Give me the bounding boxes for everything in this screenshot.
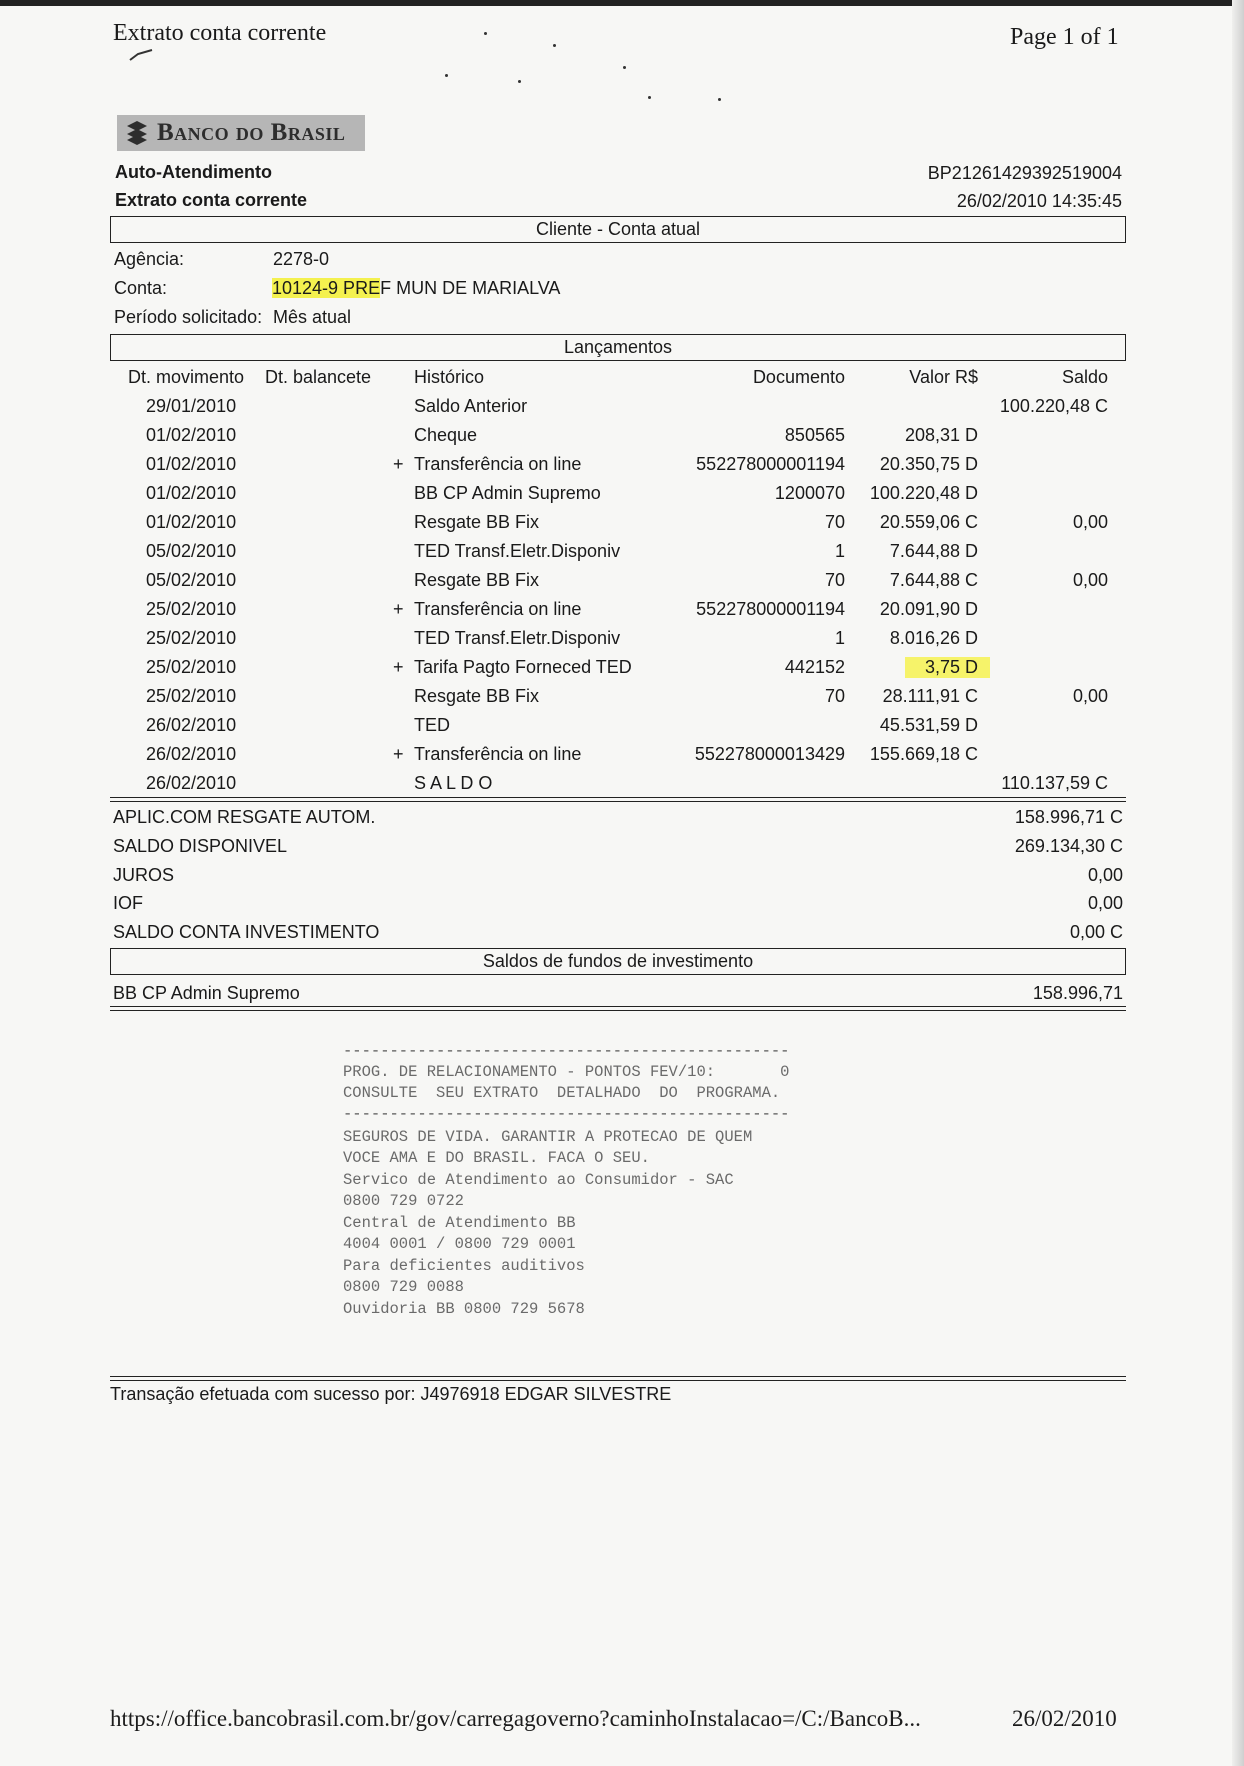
message-dashes: ------------------------------------------------ — [343, 1042, 790, 1060]
cell-dt: 26/02/2010 — [146, 773, 237, 793]
summary-row — [113, 893, 1123, 921]
cell-historico: Transferência on line — [414, 599, 582, 619]
funds-value: 158.996,71 — [1032, 983, 1123, 1003]
transaction-divider — [110, 1376, 1126, 1381]
pen-mark-icon — [128, 48, 154, 62]
info-line: SEGUROS DE VIDA. GARANTIR A PROTECAO DE QUEM — [343, 1128, 753, 1146]
info-line: Para deficientes auditivos — [343, 1257, 585, 1275]
timestamp: 26/02/2010 14:35:45 — [956, 191, 1122, 211]
cell-valor: 155.669,18 C — [869, 744, 978, 764]
cell-valor-highlighted: 3,75 D — [905, 657, 990, 678]
summary-label: APLIC.COM RESGATE AUTOM. — [113, 807, 376, 827]
conta-holder: F MUN DE MARIALVA — [380, 278, 561, 298]
cell-valor: 100.220,48 D — [869, 483, 978, 503]
cell-historico: TED Transf.Eletr.Disponiv — [414, 628, 621, 648]
info-line: Central de Atendimento BB — [343, 1214, 576, 1232]
cell-historico: BB CP Admin Supremo — [414, 483, 601, 503]
cell-plus: + — [393, 657, 404, 677]
cell-plus: + — [393, 454, 404, 474]
scan-edge — [0, 0, 1244, 6]
summary-value: 158.996,71 C — [1014, 807, 1123, 827]
cell-saldo: 100.220,48 C — [999, 396, 1108, 416]
cell-saldo: 0,00 — [1072, 570, 1108, 590]
reference-code: BP21261429392519004 — [927, 163, 1122, 183]
cell-valor: 28.111,91 C — [882, 686, 978, 706]
table-row — [0, 541, 1244, 569]
cell-historico: S A L D O — [414, 773, 493, 793]
cell-historico: Saldo Anterior — [414, 396, 528, 416]
cell-dt: 01/02/2010 — [146, 483, 237, 503]
summary-value: 0,00 C — [1069, 922, 1123, 942]
table-row — [0, 396, 1244, 424]
col-dt-movimento: Dt. movimento — [128, 367, 245, 387]
scan-speck — [445, 74, 448, 77]
scan-speck — [484, 32, 487, 35]
cell-documento: 1 — [834, 628, 845, 648]
cell-valor: 45.531,59 D — [879, 715, 978, 735]
info-line: Servico de Atendimento ao Consumidor - SAC — [343, 1171, 734, 1189]
cell-dt: 01/02/2010 — [146, 512, 237, 532]
scan-speck — [553, 44, 556, 47]
cell-valor: 20.559,06 C — [879, 512, 978, 532]
scan-speck — [648, 96, 651, 99]
lancamentos-header-row — [0, 367, 1244, 395]
summary-row — [113, 865, 1123, 893]
cell-dt: 25/02/2010 — [146, 686, 237, 706]
cell-saldo: 0,00 — [1072, 512, 1108, 532]
transaction-status: Transação efetuada com sucesso por: J4976918 EDGAR SILVESTRE — [110, 1384, 672, 1404]
cell-historico: Resgate BB Fix — [414, 570, 540, 590]
cell-saldo: 0,00 — [1072, 686, 1108, 706]
info-line: Ouvidoria BB 0800 729 5678 — [343, 1300, 585, 1318]
lancamentos-section-title: Lançamentos — [110, 334, 1126, 361]
summary-value: 0,00 — [1087, 893, 1123, 913]
cell-dt: 01/02/2010 — [146, 425, 237, 445]
table-row — [0, 454, 1244, 482]
bank-logo — [117, 115, 365, 151]
cell-documento: 442152 — [784, 657, 845, 677]
summary-row — [113, 922, 1123, 950]
summary-row — [113, 836, 1123, 864]
print-header-page: Page 1 of 1 — [1010, 24, 1119, 50]
cell-plus: + — [393, 744, 404, 764]
cell-dt: 25/02/2010 — [146, 628, 237, 648]
table-row — [0, 570, 1244, 598]
summary-label: IOF — [113, 893, 143, 913]
cell-documento: 552278000013429 — [694, 744, 845, 764]
print-footer-date: 26/02/2010 — [1012, 1706, 1117, 1731]
conta-value — [272, 278, 560, 299]
info-line: 0800 729 0722 — [343, 1192, 464, 1210]
cell-documento: 552278000001194 — [696, 454, 845, 474]
cell-valor: 7.644,88 D — [889, 541, 978, 561]
info-line: 0800 729 0088 — [343, 1278, 464, 1296]
cell-valor: 8.016,26 D — [889, 628, 978, 648]
table-row — [0, 715, 1244, 743]
periodo-value: Mês atual — [273, 307, 352, 327]
cell-historico: TED — [414, 715, 450, 735]
cell-historico: Resgate BB Fix — [414, 686, 540, 706]
table-row — [0, 512, 1244, 540]
cell-dt: 26/02/2010 — [146, 715, 237, 735]
col-valor: Valor R$ — [909, 367, 978, 387]
cell-historico: TED Transf.Eletr.Disponiv — [414, 541, 621, 561]
cell-saldo: 110.137,59 C — [1001, 773, 1108, 793]
agencia-value: 2278-0 — [273, 249, 330, 269]
scan-speck — [718, 98, 721, 101]
bank-logo-icon — [123, 120, 151, 146]
document-title: Extrato conta corrente — [115, 190, 308, 210]
cell-valor: 20.350,75 D — [879, 454, 978, 474]
cell-historico: Transferência on line — [414, 744, 582, 764]
cell-documento: 850565 — [784, 425, 845, 445]
table-row — [0, 744, 1244, 772]
summary-value: 269.134,30 C — [1014, 836, 1123, 856]
table-row — [0, 425, 1244, 453]
summary-label: JUROS — [113, 865, 175, 885]
cell-documento: 1 — [834, 541, 845, 561]
table-row — [0, 483, 1244, 511]
table-divider — [110, 797, 1126, 802]
table-row — [0, 657, 1244, 685]
summary-row — [113, 807, 1123, 835]
cell-dt: 26/02/2010 — [146, 744, 237, 764]
col-historico: Histórico — [414, 367, 485, 387]
message-dashes: ------------------------------------------------ — [343, 1105, 790, 1123]
program-line: PROG. DE RELACIONAMENTO - PONTOS FEV/10: 0 — [343, 1063, 790, 1081]
table-row — [0, 686, 1244, 714]
col-documento: Documento — [752, 367, 845, 387]
cell-valor: 20.091,90 D — [879, 599, 978, 619]
info-line: 4004 0001 / 0800 729 0001 — [343, 1235, 576, 1253]
cell-documento: 70 — [824, 570, 845, 590]
program-line: CONSULTE SEU EXTRATO DETALHADO DO PROGRAMA. — [343, 1084, 781, 1102]
client-section-title: Cliente - Conta atual — [110, 216, 1126, 243]
conta-label: Conta: — [114, 278, 168, 298]
print-header-title: Extrato conta corrente — [113, 20, 327, 46]
cell-dt: 05/02/2010 — [146, 570, 237, 590]
funds-section-title: Saldos de fundos de investimento — [110, 948, 1126, 975]
service-label: Auto-Atendimento — [115, 162, 272, 182]
table-row — [0, 628, 1244, 656]
cell-dt: 05/02/2010 — [146, 541, 237, 561]
cell-valor: 7.644,88 C — [889, 570, 978, 590]
cell-documento: 70 — [824, 512, 845, 532]
col-saldo: Saldo — [1061, 367, 1108, 387]
summary-value: 0,00 — [1087, 865, 1123, 885]
scan-speck — [623, 66, 626, 69]
cell-historico: Transferência on line — [414, 454, 582, 474]
cell-documento: 552278000001194 — [696, 599, 845, 619]
summary-label: SALDO CONTA INVESTIMENTO — [113, 922, 380, 942]
agencia-label: Agência: — [114, 249, 185, 269]
periodo-label: Período solicitado: — [114, 307, 263, 327]
bank-logo-text: Banco do Brasil — [157, 119, 346, 146]
cell-plus: + — [393, 599, 404, 619]
cell-dt: 29/01/2010 — [146, 396, 237, 416]
cell-dt: 01/02/2010 — [146, 454, 237, 474]
cell-dt: 25/02/2010 — [146, 657, 237, 677]
info-line: VOCE AMA E DO BRASIL. FACA O SEU. — [343, 1149, 650, 1167]
cell-historico: Resgate BB Fix — [414, 512, 540, 532]
funds-label: BB CP Admin Supremo — [113, 983, 300, 1003]
cell-documento: 1200070 — [774, 483, 845, 503]
print-footer-url: https://office.bancobrasil.com.br/gov/carregagoverno?caminhoInstalacao=/C:/BancoB... — [110, 1706, 921, 1731]
funds-divider — [110, 1006, 1126, 1011]
summary-label: SALDO DISPONIVEL — [113, 836, 288, 856]
scan-shadow — [1232, 0, 1244, 1766]
cell-dt: 25/02/2010 — [146, 599, 237, 619]
cell-historico: Tarifa Pagto Forneced TED — [414, 657, 632, 677]
cell-documento: 70 — [824, 686, 845, 706]
col-dt-balancete: Dt. balancete — [265, 367, 372, 387]
conta-number: 10124-9 PRE — [272, 278, 381, 298]
cell-valor: 208,31 D — [904, 425, 978, 445]
table-row — [0, 599, 1244, 627]
scan-speck — [518, 80, 521, 83]
cell-historico: Cheque — [414, 425, 478, 445]
